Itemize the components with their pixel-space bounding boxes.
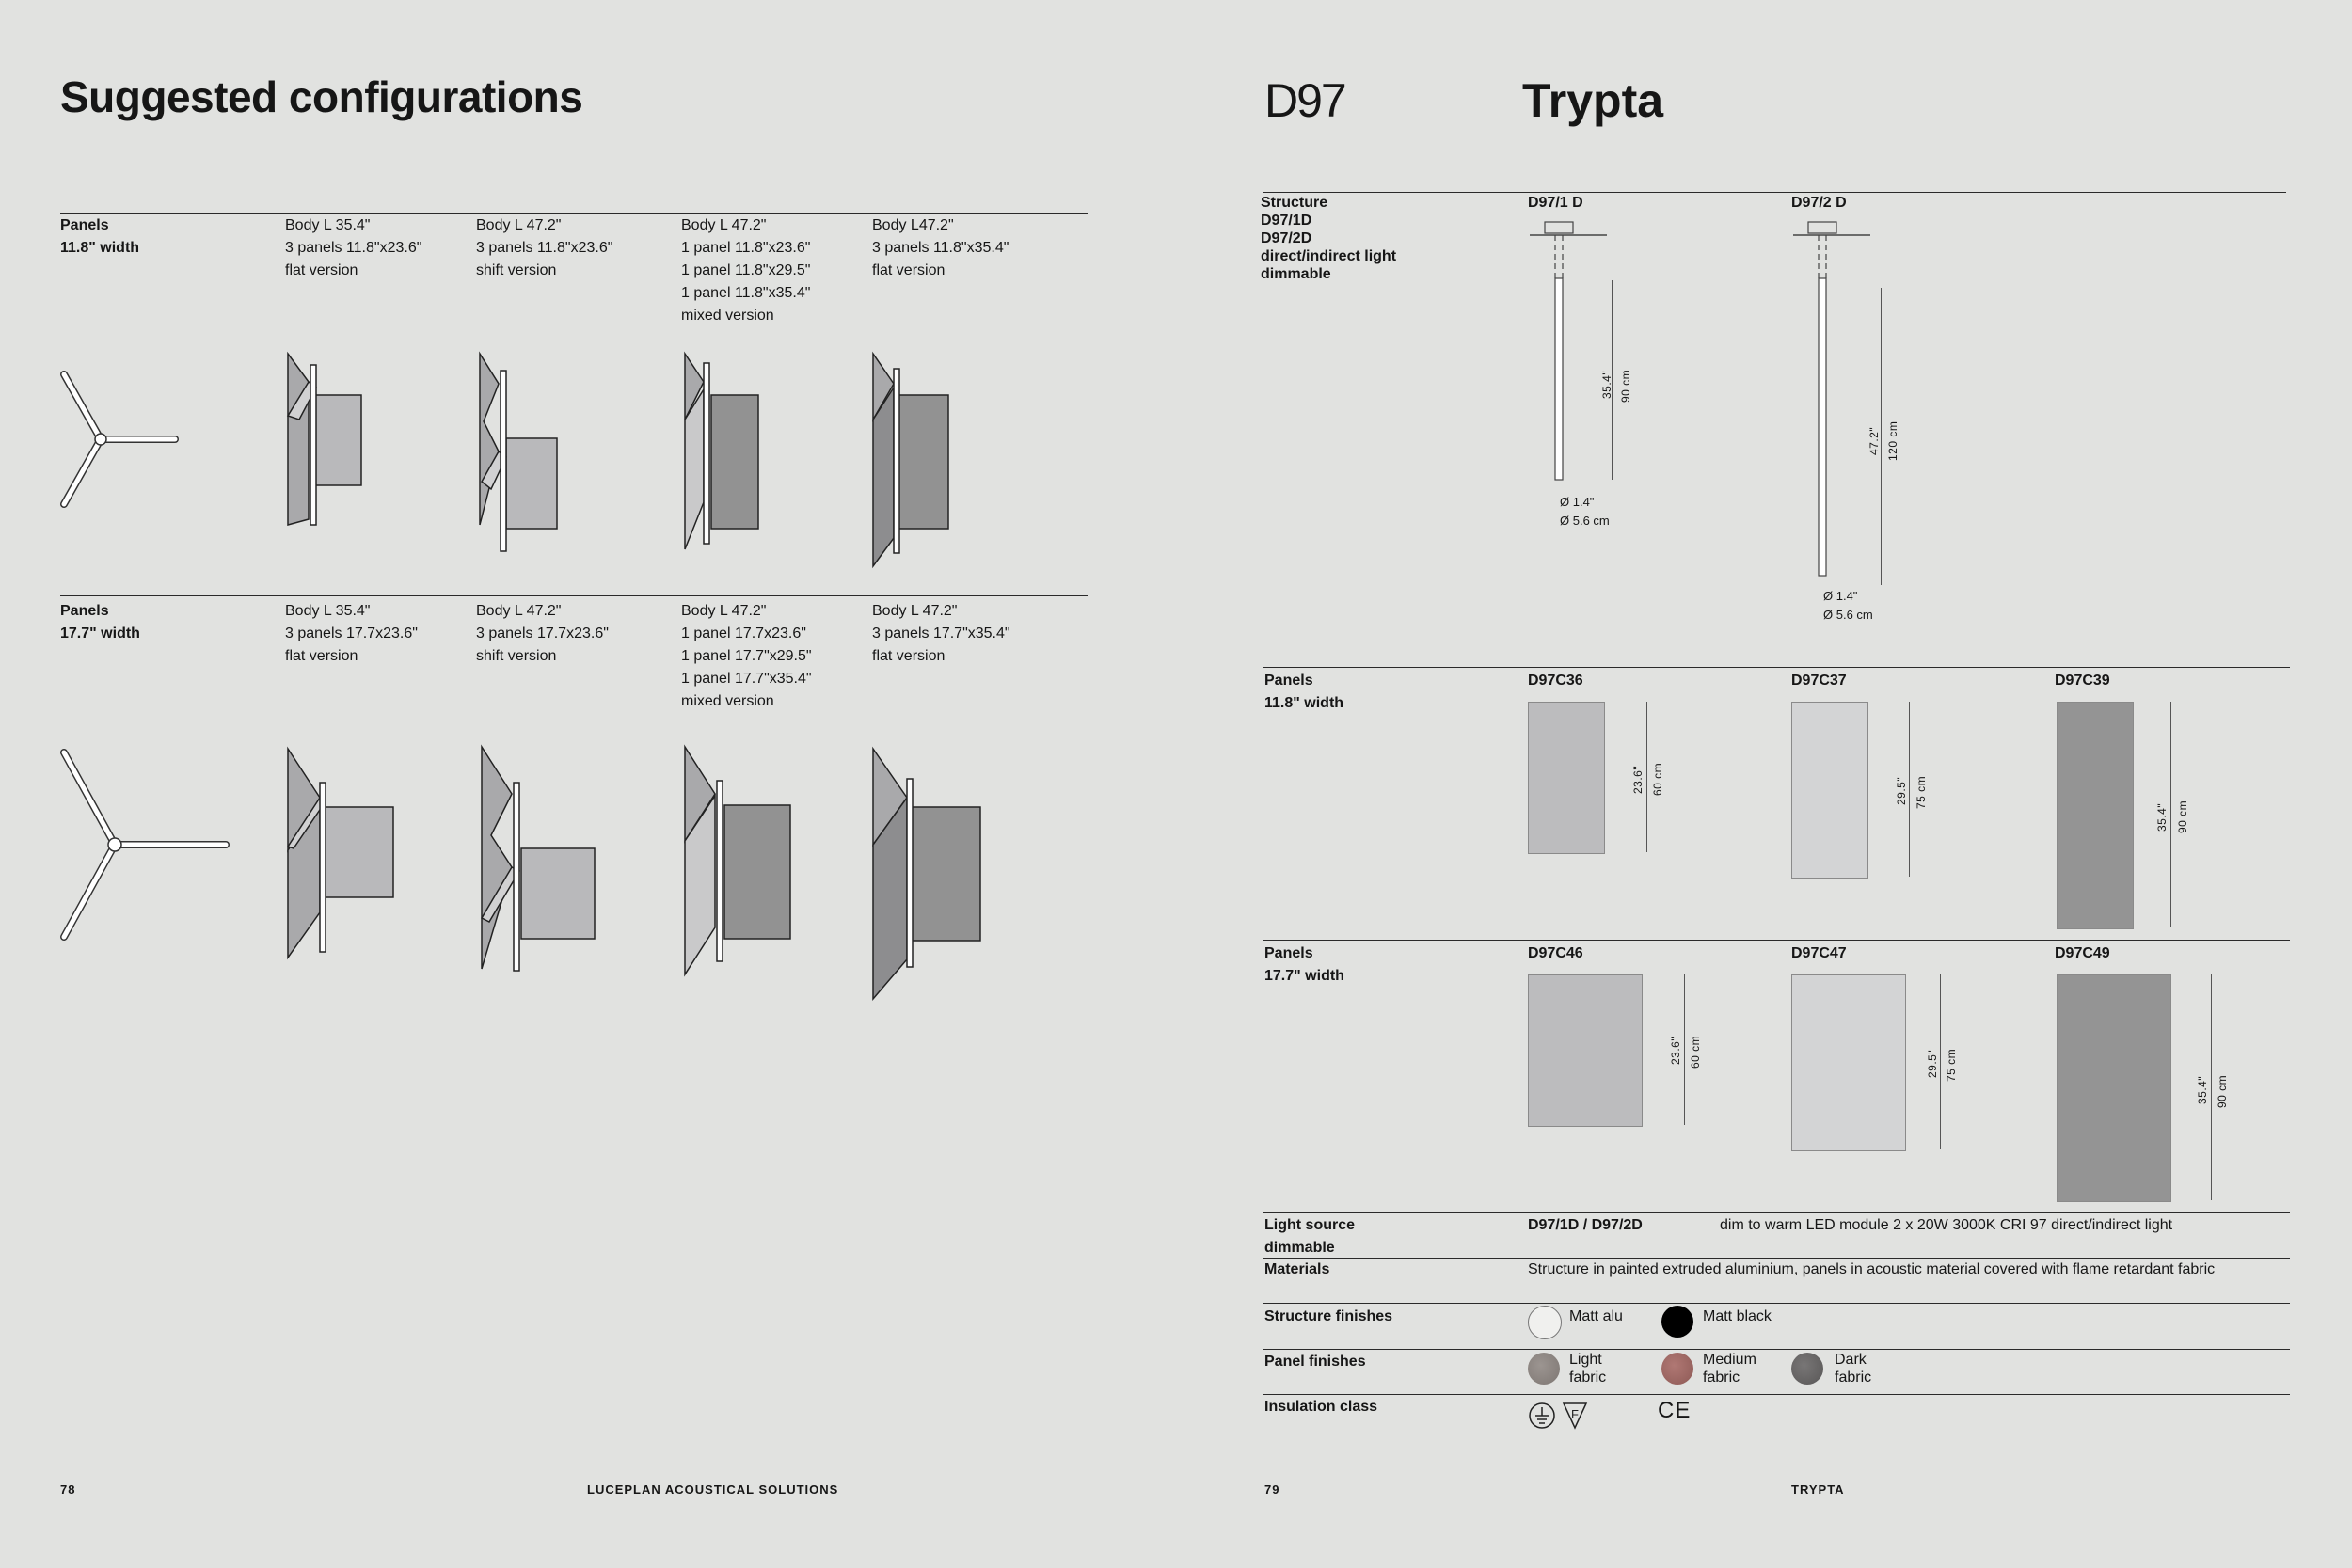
dimension-label: 60 cm xyxy=(1689,1035,1702,1069)
dimension-label: 75 cm xyxy=(1945,1048,1958,1082)
tripod-top-view-drawing xyxy=(56,745,235,952)
footer-brand: LUCEPLAN ACOUSTICAL SOLUTIONS xyxy=(587,1482,839,1497)
dimension-label: 35.4" xyxy=(1600,370,1613,399)
config-desc: Body L 35.4" 3 panels 17.7x23.6" flat version xyxy=(285,603,418,664)
shift-config-drawing xyxy=(478,743,600,978)
panel-swatch xyxy=(1528,974,1643,1127)
panel-swatch xyxy=(1528,702,1605,854)
dimension-line xyxy=(1909,702,1910,877)
structure-finishes-label: Structure finishes xyxy=(1264,1308,1393,1324)
light-source-desc: dim to warm LED module 2 x 20W 3000K CRI 97 direct/indirect light xyxy=(1720,1217,2173,1233)
diameter-label: Ø 1.4" Ø 5.6 cm xyxy=(1823,589,1873,622)
panel-swatch xyxy=(2057,974,2171,1202)
finish-name: Dark fabric xyxy=(1835,1352,1872,1386)
dimension-line xyxy=(1646,702,1647,852)
dimension-label: 120 cm xyxy=(1886,420,1899,461)
svg-text:F: F xyxy=(1571,1407,1579,1421)
divider xyxy=(1263,940,2290,941)
panel-code: D97C37 xyxy=(1791,673,1847,689)
dark-fabric-swatch xyxy=(1791,1353,1823,1385)
dimension-label: 90 cm xyxy=(2176,800,2189,833)
shift-config-drawing xyxy=(474,350,568,557)
mixed-config-drawing xyxy=(679,350,773,557)
f-mark-icon xyxy=(1562,1402,1590,1432)
row-label: Panels 17.7" width xyxy=(60,603,140,641)
dimension-line xyxy=(1684,974,1685,1125)
materials-desc: Structure in painted extruded aluminium, panels in acoustic material covered with flame retardant fabric xyxy=(1528,1261,2216,1277)
config-desc: Body L 47.2" 3 panels 11.8"x23.6" shift version xyxy=(476,217,613,278)
panel-code: D97C39 xyxy=(2055,673,2110,689)
divider xyxy=(1263,1212,2290,1213)
config-desc: Body L 47.2" 3 panels 17.7x23.6" shift version xyxy=(476,603,609,664)
dimension-line xyxy=(2170,702,2171,927)
flat-large-config-drawing xyxy=(869,745,992,1008)
light-source-model: D97/1D / D97/2D xyxy=(1528,1217,1643,1233)
dimension-label: 60 cm xyxy=(1651,762,1664,796)
model-name: D97/1 D xyxy=(1528,195,1583,211)
page-number: 79 xyxy=(1264,1482,1280,1497)
matt-black-swatch xyxy=(1661,1306,1693,1338)
config-desc: Body L 47.2" 1 panel 17.7x23.6" 1 panel 17.7"x29.5" 1 panel 17.7"x35.4" mixed version xyxy=(681,603,812,709)
panel-swatch xyxy=(2057,702,2134,929)
dimension-label: 35.4" xyxy=(2196,1075,2209,1104)
divider xyxy=(1263,1394,2290,1395)
divider xyxy=(1263,1303,2290,1304)
finish-name: Matt black xyxy=(1703,1308,1772,1324)
diameter-label: Ø 1.4" Ø 5.6 cm xyxy=(1560,495,1610,528)
dimension-label: 75 cm xyxy=(1915,775,1928,809)
pendant-drawing xyxy=(1788,220,1882,596)
divider xyxy=(60,213,1088,214)
dimension-label: 90 cm xyxy=(2216,1074,2229,1108)
product-name: Trypta xyxy=(1522,74,1664,127)
tripod-top-view-drawing xyxy=(56,367,188,517)
flat-large-config-drawing xyxy=(869,350,963,576)
dimension-line xyxy=(1940,974,1941,1149)
config-desc: Body L 47.2" 3 panels 17.7"x35.4" flat version xyxy=(872,603,1010,664)
matt-alu-swatch xyxy=(1528,1306,1562,1339)
flat-config-drawing xyxy=(282,745,405,961)
footer-product: TRYPTA xyxy=(1791,1482,1845,1497)
config-desc: Body L 35.4" 3 panels 11.8"x23.6" flat version xyxy=(285,217,422,278)
dimension-label: 35.4" xyxy=(2155,802,2169,832)
panel-code: D97C49 xyxy=(2055,945,2110,961)
panel-finishes-label: Panel finishes xyxy=(1264,1354,1366,1370)
config-desc: Body L 47.2" 1 panel 11.8"x23.6" 1 panel 11.8"x29.5" 1 panel 11.8"x35.4" mixed version xyxy=(681,217,811,324)
light-fabric-swatch xyxy=(1528,1353,1560,1385)
panel-code: D97C47 xyxy=(1791,945,1847,961)
dimension-label: 90 cm xyxy=(1619,369,1632,403)
panel-code: D97C36 xyxy=(1528,673,1583,689)
panel-code: D97C46 xyxy=(1528,945,1583,961)
model-name: D97/2 D xyxy=(1791,195,1847,211)
divider xyxy=(1263,667,2290,668)
product-code: D97 xyxy=(1264,74,1345,127)
flat-config-drawing xyxy=(282,350,376,529)
panel-swatch xyxy=(1791,974,1906,1151)
dimension-line xyxy=(2211,974,2212,1200)
dimension-label: 47.2" xyxy=(1867,426,1881,455)
divider xyxy=(1263,1349,2290,1350)
page-number: 78 xyxy=(60,1482,76,1497)
finish-name: Light fabric xyxy=(1569,1352,1607,1386)
materials-label: Materials xyxy=(1264,1261,1330,1277)
light-source-label: Light source dimmable xyxy=(1264,1217,1356,1256)
dimension-label: 29.5" xyxy=(1926,1049,1939,1078)
mixed-config-drawing xyxy=(681,743,803,978)
finish-name: Medium fabric xyxy=(1703,1352,1756,1386)
structure-label: Structure D97/1D D97/2D direct/indirect light dimmable xyxy=(1261,195,1397,282)
medium-fabric-swatch xyxy=(1661,1353,1693,1385)
insulation-label: Insulation class xyxy=(1264,1399,1378,1415)
dimension-label: 23.6" xyxy=(1669,1036,1682,1065)
divider xyxy=(1263,192,2286,193)
panel-swatch xyxy=(1791,702,1868,879)
finish-name: Matt alu xyxy=(1569,1308,1623,1324)
dimension-label: 23.6" xyxy=(1631,765,1645,794)
divider xyxy=(60,595,1088,596)
ce-mark-icon: CE xyxy=(1658,1398,1692,1423)
panels-label: Panels 17.7" width xyxy=(1264,945,1344,984)
page-title: Suggested configurations xyxy=(60,72,583,121)
panels-label: Panels 11.8" width xyxy=(1264,673,1344,711)
row-label: Panels 11.8" width xyxy=(60,217,140,256)
dimension-label: 29.5" xyxy=(1895,776,1908,805)
config-desc: Body L47.2" 3 panels 11.8"x35.4" flat version xyxy=(872,217,1009,278)
ground-icon xyxy=(1528,1402,1558,1432)
